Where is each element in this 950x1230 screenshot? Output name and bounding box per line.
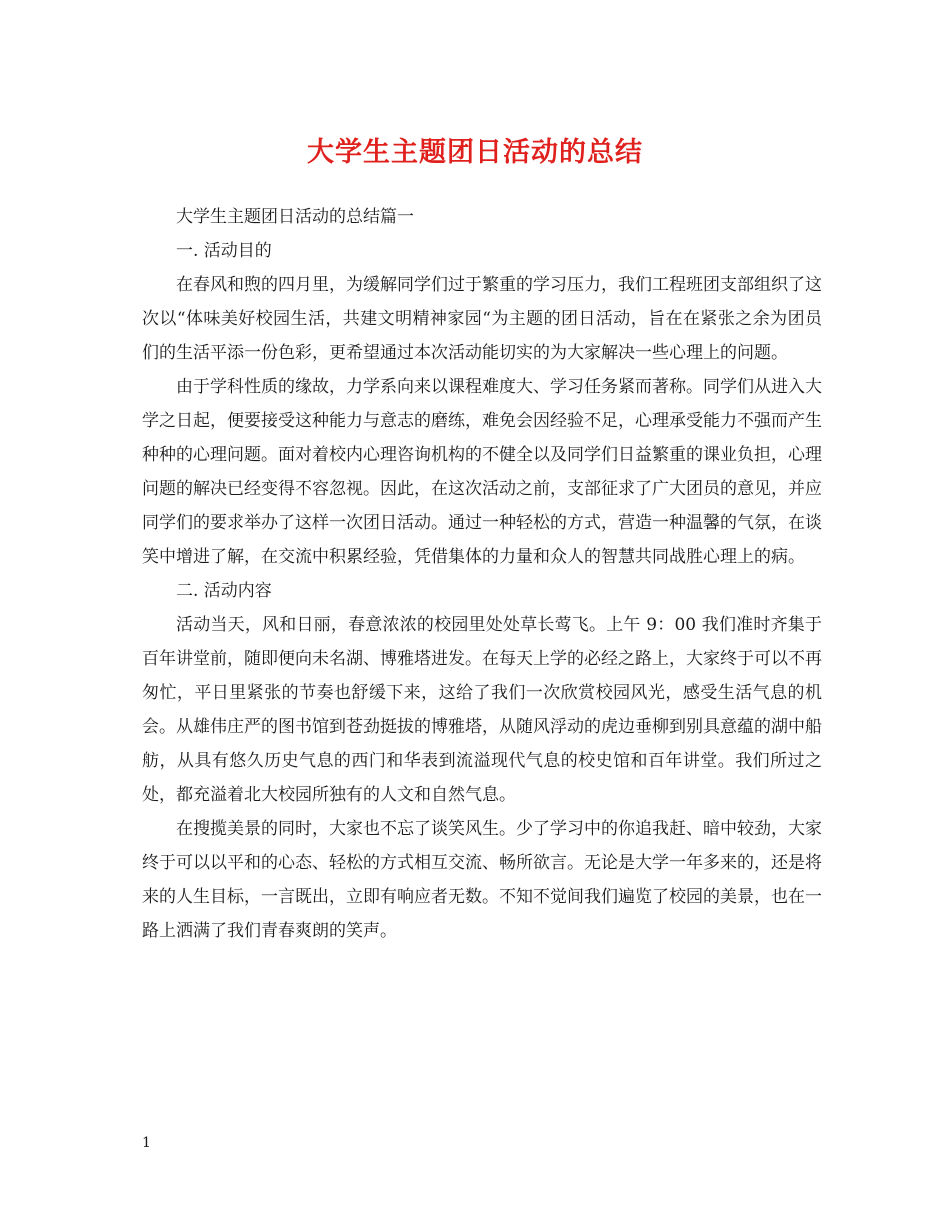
section-heading-activity-content: 二. 活动内容: [176, 581, 272, 601]
page-number: 1: [142, 1135, 151, 1151]
section-heading-activity-purpose: 一. 活动目的: [176, 241, 272, 261]
paragraph: 由于学科性质的缘故，力学系向来以课程难度大、学习任务紧而著称。同学们从进入大学之日起，便要接受这种能力与意志的磨练，难免会因经验不足，心理承受能力不强而产生种种的心理问题。面对着校内心理咨询机构的不健全以及同学们日益繁重的课业负担，心理问题的解决已经变得不容忽视。因此，在这次活动之前，支部征求了广大团员的意见，并应同学们的要求举办了这样一次团日活动。通过一种轻松的方式，营造一种温馨的气氛，在谈笑中增进了解，在交流中积累经验，凭借集体的力量和众人的智慧共同战胜心理上的病。: [142, 377, 822, 567]
document-title: 大学生主题团日活动的总结: [307, 137, 643, 168]
paragraph: 在春风和煦的四月里，为缓解同学们过于繁重的学习压力，我们工程班团支部组织了这次以“体味美好校园生活，共建文明精神家园“为主题的团日活动，旨在在紧张之余为团员们的生活平添一份色彩，更希望通过本次活动能切实的为大家解决一些心理上的问题。: [142, 275, 822, 363]
paragraph: 活动当天，风和日丽，春意浓浓的校园里处处草长莺飞。上午 9：00 我们准时齐集于百年讲堂前，随即便向未名湖、博雅塔进发。在每天上学的必经之路上，大家终于可以不再匆忙，平日里紧张的节奏也舒缓下来，这给了我们一次欣赏校园风光，感受生活气息的机会。从雄伟庄严的图书馆到苍劲挺拔的博雅塔，从随风浮动的虎边垂柳到别具意蕴的湖中船舫，从具有悠久历史气息的西门和华表到流溢现代气息的校史馆和百年讲堂。我们所过之处，都充溢着北大校园所独有的人文和自然气息。: [142, 615, 822, 805]
section-heading-part-one: 大学生主题团日活动的总结篇一: [176, 207, 414, 227]
paragraph: 在搜揽美景的同时，大家也不忘了谈笑风生。少了学习中的你追我赶、暗中较劲，大家终于可以以平和的心态、轻松的方式相互交流、畅所欲言。无论是大学一年多来的，还是将来的人生目标，一言既出，立即有响应者无数。不知不觉间我们遍览了校园的美景，也在一路上洒满了我们青春爽朗的笑声。: [142, 819, 822, 941]
document-body: [142, 200, 822, 948]
